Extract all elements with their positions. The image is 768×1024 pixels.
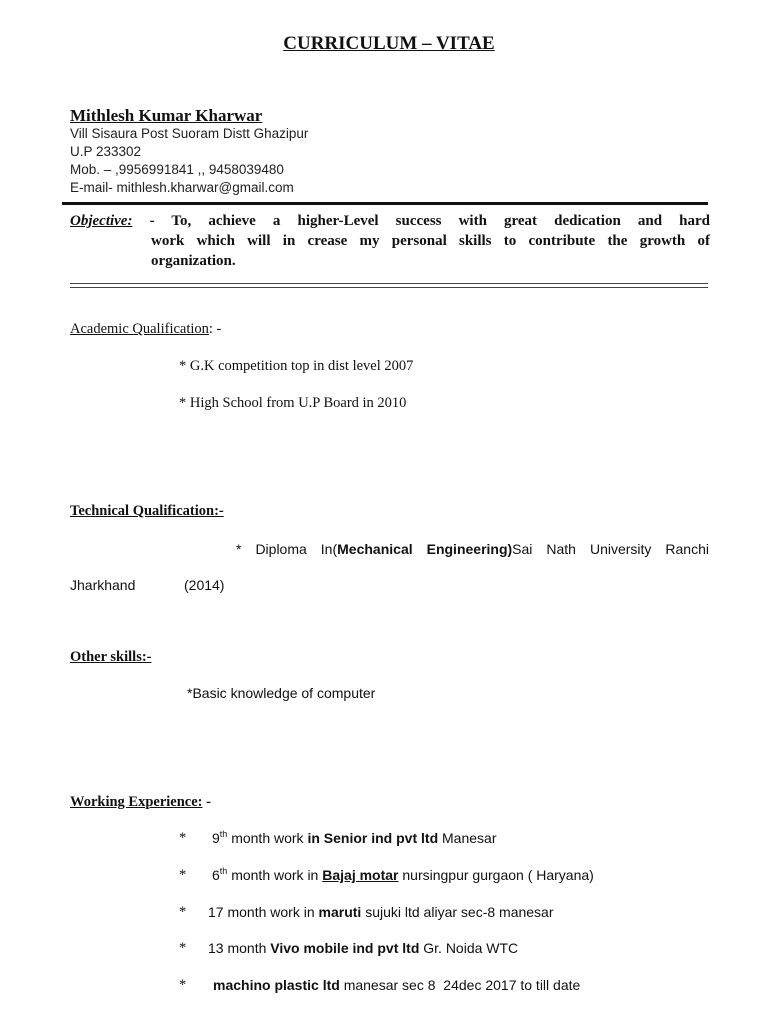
experience-item-4-num: 13 (208, 940, 224, 956)
email-address: E-mail- mithlesh.kharwar@gmail.com (70, 180, 294, 195)
experience-item-1-num: 9 (212, 830, 220, 846)
experience-bullet: * (179, 977, 187, 993)
objective-section (70, 211, 710, 271)
academic-heading-suffix: : - (208, 321, 222, 337)
experience-bullet: * (179, 904, 187, 920)
address-line-1: Vill Sisaura Post Suoram Distt Ghazipur (70, 126, 309, 141)
experience-heading-text: Working Experience: (70, 794, 203, 810)
experience-item-1-post: Manesar (438, 830, 497, 846)
technical-heading: Technical Qualification:- (70, 503, 224, 519)
experience-item-5-post: manesar sec 8 24dec 2017 to till date (339, 977, 581, 993)
experience-item-1-sup: th (219, 829, 228, 839)
experience-item-4-pre: month (223, 940, 271, 956)
header-divider (62, 202, 708, 205)
experience-item-4-company: Vivo mobile ind pvt ltd (270, 940, 420, 956)
experience-item-2-company: Bajaj motar (322, 867, 399, 883)
experience-heading-suffix: - (202, 794, 211, 810)
experience-item-1 (212, 830, 496, 846)
technical-year: (2014) (184, 577, 225, 593)
experience-item-4-post: Gr. Noida WTC (419, 940, 519, 956)
experience-item-3-post: sujuki ltd aliyar sec-8 manesar (361, 904, 554, 920)
experience-item-5-company: machino plastic ltd (213, 977, 340, 993)
address-line-2: U.P 233302 (70, 144, 142, 159)
experience-item-1-pre: month work (227, 830, 308, 846)
objective-label: Objective: (70, 213, 133, 229)
experience-item-2 (212, 867, 594, 883)
experience-bullet: * (179, 940, 187, 956)
experience-item-2-sup: th (219, 866, 228, 876)
objective-divider (70, 283, 708, 288)
experience-item-5 (213, 977, 580, 993)
experience-item-3 (208, 904, 554, 920)
experience-heading (70, 794, 211, 811)
skills-item: *Basic knowledge of computer (187, 685, 376, 701)
academic-item-1: * G.K competition top in dist level 2007 (179, 358, 414, 374)
objective-line-1 (70, 211, 710, 231)
objective-text-1: - To, achieve a higher-Level success with great dedication and hard (149, 213, 710, 229)
technical-line-1 (236, 541, 709, 557)
technical-course: Mechanical Engineering) (337, 541, 513, 557)
academic-heading (70, 321, 221, 338)
experience-item-3-num: 17 (208, 904, 224, 920)
experience-item-3-company: maruti (318, 904, 362, 920)
candidate-name: Mithlesh Kumar Kharwar (70, 106, 263, 125)
academic-item-2: * High School from U.P Board in 2010 (179, 395, 407, 411)
skills-heading: Other skills:- (70, 649, 152, 665)
experience-bullet: * (179, 830, 187, 846)
experience-item-2-pre: month work in (227, 867, 323, 883)
experience-item-2-post: nursingpur gurgaon ( Haryana) (398, 867, 594, 883)
objective-line-3: organization. (151, 253, 236, 269)
experience-item-1-company: in Senior ind pvt ltd (307, 830, 439, 846)
experience-item-3-pre: month work in (223, 904, 319, 920)
mobile-numbers: Mob. – ,9956991841 ,, 9458039480 (70, 162, 284, 177)
experience-bullet: * (179, 867, 187, 883)
technical-institute: Sai Nath University Ranchi (512, 541, 709, 557)
page-title: CURRICULUM – VITAE (283, 33, 495, 54)
academic-heading-text: Academic Qualification (70, 321, 209, 337)
objective-line-2: work which will in crease my personal skills to contribute the growth of (151, 233, 710, 249)
technical-prefix: * Diploma In( (236, 541, 338, 557)
experience-item-2-num: 6 (212, 867, 220, 883)
technical-place: Jharkhand (70, 577, 136, 593)
experience-item-4 (208, 940, 518, 956)
